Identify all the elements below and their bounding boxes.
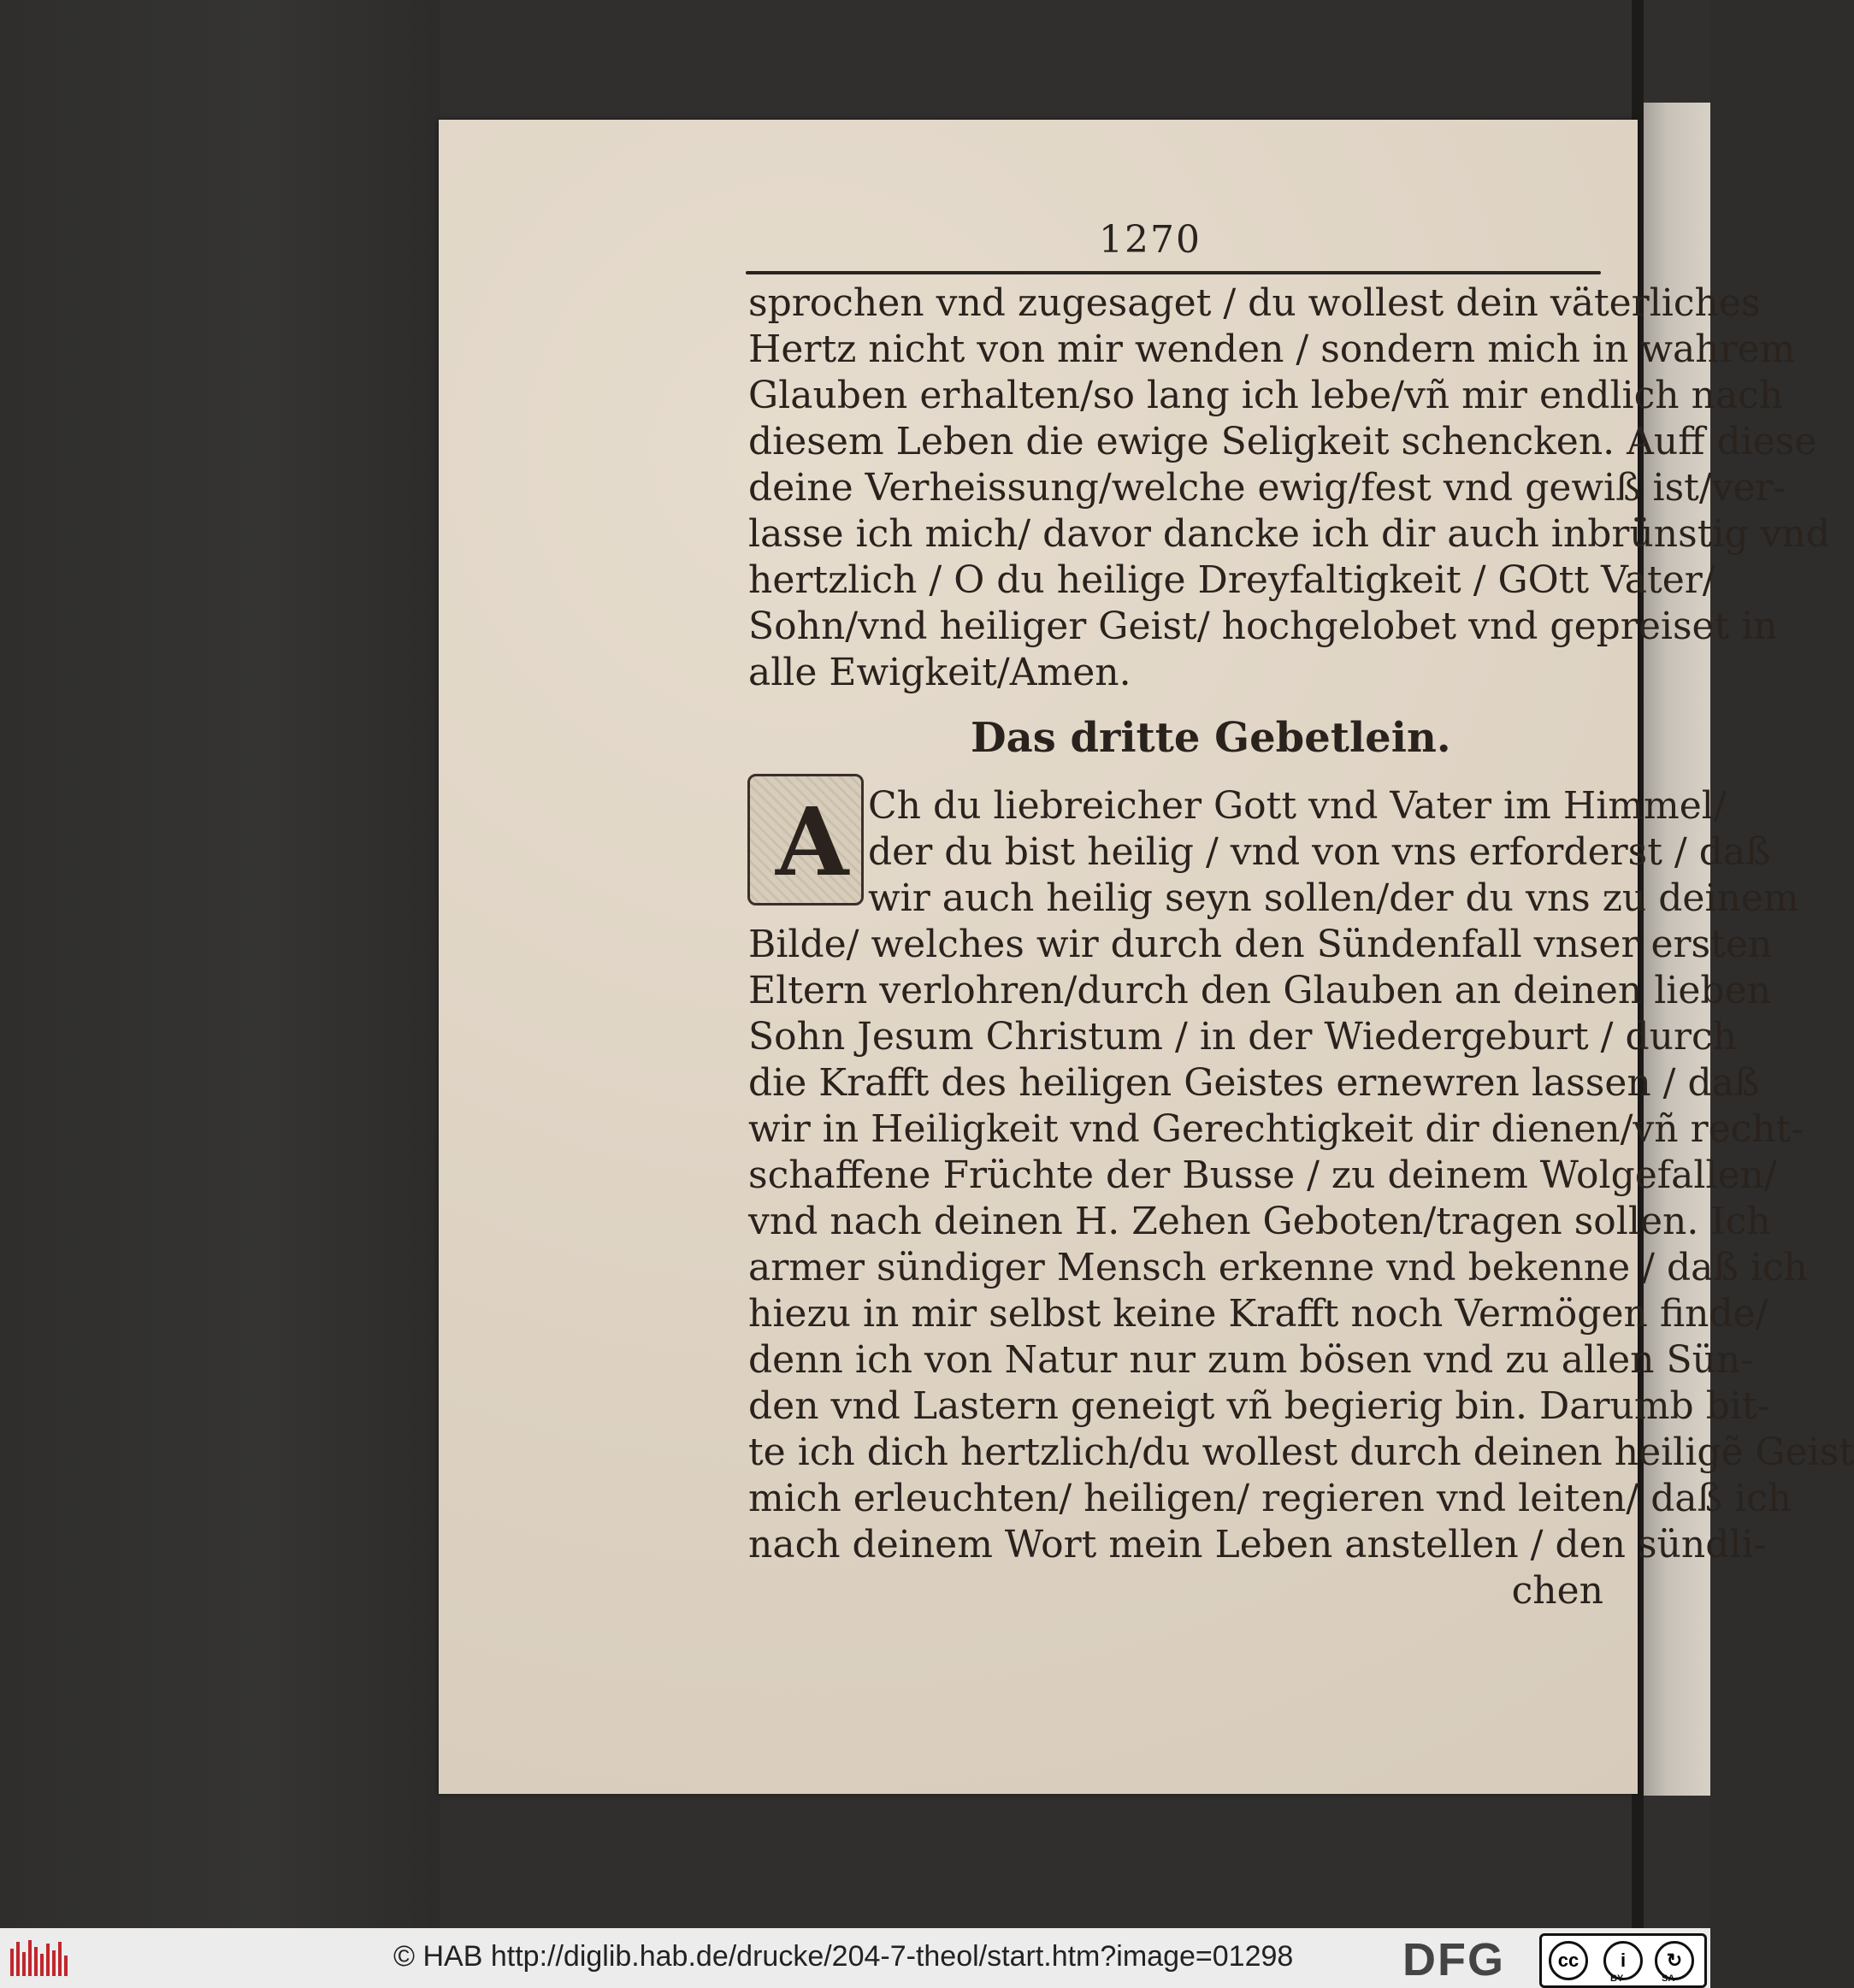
text-line: Sohn Jesum Christum / in der Wiedergeburt / durch bbox=[748, 1015, 1737, 1059]
text-line: vnd nach deinen H. Zehen Geboten/tragen sollen. Ich bbox=[748, 1200, 1771, 1243]
text-line: nach deinem Wort mein Leben anstellen / den sündli- bbox=[748, 1523, 1767, 1566]
text-line: schaffene Früchte der Busse / zu deinem Wolgefallen/ bbox=[748, 1153, 1777, 1197]
text-line: diesem Leben die ewige Seligkeit schencken. Auff diese bbox=[748, 420, 1817, 463]
text-line: Hertz nicht von mir wenden / sondern mich in wahrem bbox=[748, 327, 1796, 371]
text-line: wir auch heilig seyn sollen/der du vns zu deinem bbox=[868, 876, 1799, 920]
text-line: die Krafft des heiligen Geistes ernewren lassen / daß bbox=[748, 1061, 1760, 1105]
hab-logo-icon bbox=[9, 1937, 70, 1979]
text-line: chen bbox=[1511, 1569, 1603, 1613]
text-line: wir in Heiligkeit vnd Gerechtigkeit dir dienen/vñ recht- bbox=[748, 1107, 1804, 1151]
cc-icon: cc bbox=[1549, 1941, 1588, 1980]
text-line: Sohn/vnd heiliger Geist/ hochgelobet vnd gepreiset in bbox=[748, 605, 1778, 648]
text-line: armer sündiger Mensch erkenne vnd bekenne / daß ich bbox=[748, 1246, 1808, 1289]
text-line: mich erleuchten/ heiligen/ regieren vnd leiten/ daß ich bbox=[748, 1477, 1792, 1520]
cc-license-badge[interactable] bbox=[1539, 1933, 1707, 1988]
initial-letter: A bbox=[776, 787, 849, 897]
text-line: Ch du liebreicher Gott vnd Vater im Himmel/ bbox=[868, 784, 1727, 828]
text-line: te ich dich hertzlich/du wollest durch deinen heiligẽ Geist bbox=[748, 1431, 1854, 1474]
section-heading: Das dritte Gebetlein. bbox=[971, 714, 1451, 762]
text-line: den vnd Lastern geneigt vñ begierig bin. Darumb bit- bbox=[748, 1384, 1770, 1428]
text-line: der du bist heilig / vnd von vns erforderst / daß bbox=[868, 830, 1771, 874]
attribution-icon: i bbox=[1603, 1941, 1643, 1980]
text-line: lasse ich mich/ davor dancke ich dir auch inbrünstig vnd bbox=[748, 512, 1830, 556]
footer-bar bbox=[0, 1928, 1710, 1988]
scan-left-margin bbox=[0, 0, 440, 1928]
text-line: hertzlich / O du heilige Dreyfaltigkeit / GOtt Vater/ bbox=[748, 558, 1715, 602]
copyright-credit[interactable]: © HAB http://diglib.hab.de/drucke/204-7-theol/start.htm?image=01298 bbox=[393, 1940, 1294, 1973]
header-rule bbox=[746, 271, 1601, 274]
text-line: deine Verheissung/welche ewig/fest vnd gewiß ist/ver- bbox=[748, 466, 1786, 510]
text-line: sprochen vnd zugesaget / du wollest dein väterliches bbox=[748, 281, 1761, 325]
text-line: Glauben erhalten/so lang ich lebe/vñ mir endlich nach bbox=[748, 374, 1784, 417]
cc-by-label: BY bbox=[1610, 1973, 1624, 1984]
share-alike-icon: ↻ bbox=[1655, 1941, 1694, 1980]
text-line: hiezu in mir selbst keine Krafft noch Vermögen finde/ bbox=[748, 1292, 1768, 1336]
text-line: alle Ewigkeit/Amen. bbox=[748, 651, 1131, 694]
text-line: Bilde/ welches wir durch den Sündenfall vnser ersten bbox=[748, 923, 1773, 966]
page-number: 1270 bbox=[1099, 218, 1202, 262]
text-line: denn ich von Natur nur zum bösen vnd zu allen Sün- bbox=[748, 1338, 1754, 1382]
dfg-logo: DFG bbox=[1402, 1934, 1505, 1985]
decorated-initial bbox=[747, 774, 864, 906]
text-line: Eltern verlohren/durch den Glauben an deinen lieben bbox=[748, 969, 1771, 1012]
cc-sa-label: SA bbox=[1662, 1973, 1675, 1984]
